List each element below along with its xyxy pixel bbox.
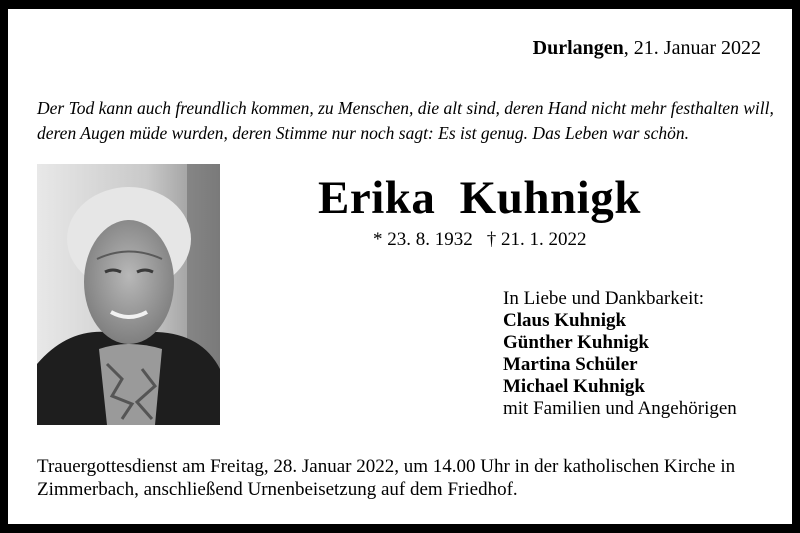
mourners-intro: In Liebe und Dankbarkeit: bbox=[503, 288, 705, 309]
mourner-name: Martina Schüler bbox=[503, 354, 638, 375]
obituary-notice bbox=[8, 9, 792, 524]
mourner-name: Claus Kuhnigk bbox=[503, 310, 627, 331]
death-date: † 21. 1. 2022 bbox=[486, 229, 587, 250]
portrait-photo bbox=[37, 164, 220, 425]
life-dates bbox=[373, 229, 587, 251]
deceased-name: Erika Kuhnigk bbox=[318, 172, 641, 224]
mourners-outro: mit Familien und Angehörigen bbox=[503, 398, 737, 419]
birth-date: * 23. 8. 1932 bbox=[373, 229, 473, 250]
place-name: Durlangen bbox=[532, 37, 624, 59]
mourner-name: Günther Kuhnigk bbox=[503, 332, 649, 353]
memorial-quote: Der Tod kann auch freundlich kommen, zu Menschen, die alt sind, deren Hand nicht mehr festhalten will, deren Augen müde wurden, deren Stimme nur noch sagt: Es ist genug. Das Leben war schön. bbox=[37, 98, 774, 143]
mourners-block bbox=[503, 288, 737, 420]
place-date-line bbox=[533, 37, 761, 60]
funeral-service-info: Trauergottesdienst am Freitag, 28. Januar 2022, um 14.00 Uhr in der katholischen Kirche in Zimmerbach, anschließend Urnenbeisetzung auf dem Friedhof. bbox=[37, 456, 736, 500]
mourner-name: Michael Kuhnigk bbox=[503, 376, 645, 397]
notice-date: , 21. Januar 2022 bbox=[623, 37, 761, 59]
portrait-image bbox=[37, 164, 220, 425]
